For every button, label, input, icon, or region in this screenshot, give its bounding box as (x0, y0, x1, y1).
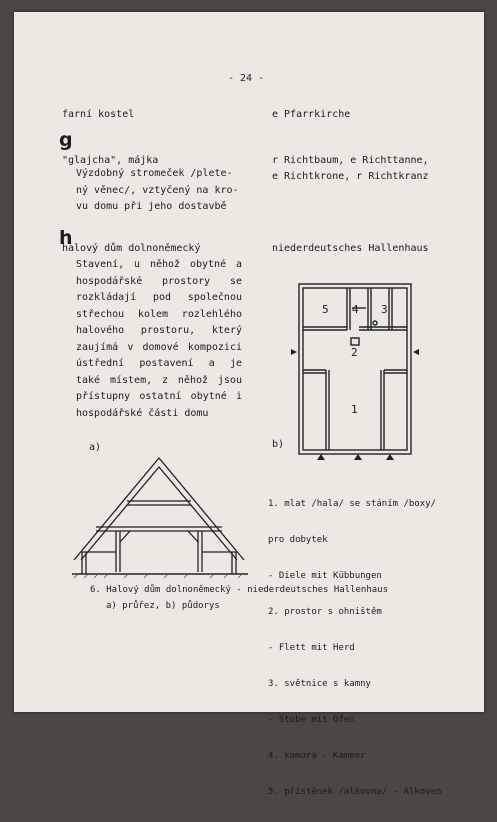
definition-line: také místem, z něhož jsou (76, 374, 242, 386)
definition-line: přístupny ostatní obytné i (76, 391, 242, 402)
definition-line: Stavení, u něhož obytné a (76, 259, 242, 270)
term-de-pfarrkirche: e Pfarrkirche (272, 109, 351, 120)
room-label-3: 3 (381, 303, 388, 316)
definition-line: Výzdobný stromeček /plete- (76, 168, 233, 179)
definition-line: střechou kolem rozlehlého (76, 308, 242, 320)
legend-line: 4. komora - Kammer (268, 751, 366, 761)
page-number: - 24 - (228, 73, 265, 84)
document-page (14, 12, 484, 797)
legend-line: 5. přístěnek /alkovna/ - Alkoven (268, 787, 442, 797)
term-de-richtbaum-2: e Richtkrone, r Richtkranz (272, 171, 429, 182)
definition-line: halového prostoru, který (76, 325, 242, 336)
term-de-richtbaum-1: r Richtbaum, e Richttanne, (272, 155, 429, 166)
legend-line: 1. mlat /hala/ se stáním /boxy/ (268, 499, 436, 509)
room-label-2: 2 (351, 346, 358, 359)
term-cz-farni-kostel: farní kostel (62, 109, 135, 120)
term-de-hallenhaus: niederdeutsches Hallenhaus (272, 243, 429, 254)
definition-line: ústřední postavení a je (76, 358, 242, 369)
definition-line: zaujímá v domové kompozici (76, 341, 242, 353)
definition-line: rozkládají pod společnou (76, 292, 242, 303)
legend-line: 3. světnice s kamny (268, 679, 371, 689)
definition-line: ný věnec/, vztyčený na kro- (76, 184, 239, 196)
figure-legend (268, 474, 441, 822)
definition-line: hospodářské prostory se (76, 275, 242, 287)
definition-line: hospodářské části domu (76, 407, 209, 419)
room-label-1: 1 (351, 403, 358, 416)
legend-line: pro dobytek (268, 535, 328, 545)
figure-label-a: a) (89, 442, 102, 453)
term-cz-majka: "glajcha", májka (62, 155, 159, 166)
figure-subcaption: a) průřez, b) půdorys (106, 601, 220, 611)
section-letter-h: h (59, 227, 73, 249)
legend-line: 2. prostor s ohništěm (268, 607, 382, 617)
legend-line: - Stube mit Ofen (268, 715, 355, 725)
section-letter-g: g (59, 129, 73, 151)
figure-label-b: b) (272, 439, 285, 450)
legend-line: - Flett mit Herd (268, 643, 355, 653)
room-label-4: 5 (322, 303, 329, 316)
definition-line: vu domu při jeho dostavbě (76, 201, 227, 212)
legend-line: - Diele mit Kübbungen (268, 571, 382, 581)
figure-caption: 6. Halový dům dolnoněmecký - niederdeutsches Hallenhaus (90, 585, 389, 595)
term-cz-halovy-dum: halový dům dolnoněmecký (62, 243, 201, 254)
room-label-5: 4 (352, 303, 359, 316)
